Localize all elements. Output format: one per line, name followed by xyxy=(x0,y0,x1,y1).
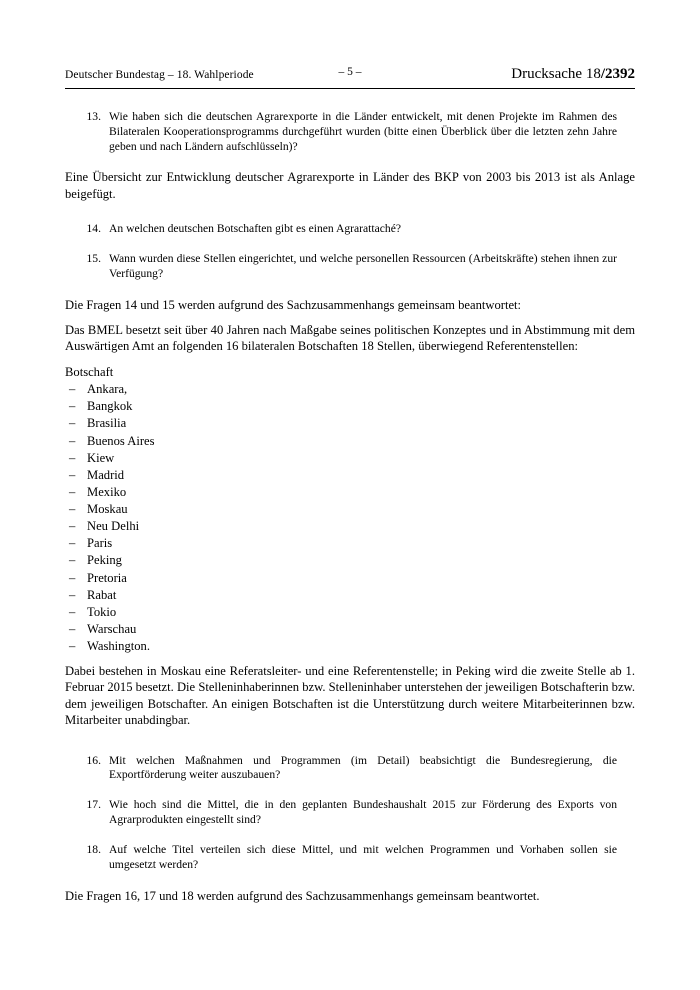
answer-16-18: Die Fragen 16, 17 und 18 werden aufgrund des Sachzusammenhangs gemeinsam beantwortet. xyxy=(65,888,540,903)
list-item-label: Buenos Aires xyxy=(87,433,155,448)
list-item-label: Peking xyxy=(87,553,122,568)
list-dash: – xyxy=(69,570,76,585)
list-item xyxy=(65,415,635,432)
header-document-number: /2392 xyxy=(600,66,635,82)
list-item-label: Rabat xyxy=(87,587,117,602)
list-item-label: Ankara, xyxy=(87,382,128,397)
spacer xyxy=(65,738,635,754)
question-number: 14. xyxy=(86,222,101,236)
list-item xyxy=(65,604,635,621)
question-number: 15. xyxy=(86,252,101,266)
list-dash: – xyxy=(69,519,76,534)
list-dash: – xyxy=(69,399,76,414)
question-item xyxy=(65,222,635,237)
question-text: Wie hoch sind die Mittel, die in den geplanten Bundeshaushalt 2015 zur Förderung des Exports von Agrarprodukten eingestellt sind? xyxy=(109,798,617,827)
list-item-label: Paris xyxy=(87,536,113,551)
list-item-label: Neu Delhi xyxy=(87,519,140,534)
list-item-label: Moskau xyxy=(87,502,128,516)
list-item xyxy=(65,587,635,604)
list-dash: – xyxy=(69,587,76,602)
list-dash: – xyxy=(69,382,76,397)
question-item xyxy=(65,110,635,154)
list-item-label: Brasilia xyxy=(87,416,127,431)
spacer xyxy=(65,211,635,222)
list-item xyxy=(65,450,635,467)
list-dash: – xyxy=(69,450,76,465)
list-item xyxy=(65,638,635,655)
embassy-list xyxy=(65,381,635,655)
list-item xyxy=(65,467,635,484)
list-dash: – xyxy=(69,536,76,551)
list-item xyxy=(65,570,635,587)
answer-13: Eine Übersicht zur Entwicklung deutscher Agrarexporte in Länder des BKP von 2003 bis 2013 ist als Anlage beigefügt. xyxy=(65,170,635,201)
header-divider xyxy=(65,88,635,89)
list-dash: – xyxy=(69,639,76,653)
list-item xyxy=(65,621,635,638)
question-item xyxy=(65,252,635,282)
list-dash: – xyxy=(69,484,76,499)
list-item xyxy=(65,381,635,398)
list-item xyxy=(65,398,635,415)
list-item-label: Pretoria xyxy=(87,570,127,585)
list-item-label: Warschau xyxy=(87,621,137,636)
list-item xyxy=(65,535,635,552)
header-document-label: Drucksache 18 xyxy=(511,66,601,82)
list-item-label: Washington. xyxy=(87,639,150,653)
list-item xyxy=(65,433,635,450)
list-item-label: Madrid xyxy=(87,467,125,482)
page-number: – 5 – xyxy=(338,66,362,78)
question-item xyxy=(65,843,635,873)
answer-14-15-body: Das BMEL besetzt seit über 40 Jahren nach Maßgabe seines politischen Konzeptes und in Abstimmung mit dem Auswärtigen Amt an folgenden 16 bilateralen Botschaften 18 Stellen, überwiegend Referentenstellen: xyxy=(65,323,635,354)
question-item xyxy=(65,754,635,784)
header-parliament-label: Deutscher Bundestag – 18. Wahlperiode xyxy=(65,69,254,81)
document-body xyxy=(65,110,635,913)
list-item xyxy=(65,484,635,501)
question-text: Wie haben sich die deutschen Agrarexporte in die Länder entwickelt, mit denen Projekte im Rahmen des Bilateralen Kooperationsprogramms durchgeführt wurden (bitte einen Überblick über die letzten zehn Jahre geben und nach Ländern aufschlüsseln)? xyxy=(109,110,617,153)
list-dash: – xyxy=(69,467,76,482)
list-dash: – xyxy=(69,416,76,431)
question-text: An welchen deutschen Botschaften gibt es einen Agrarattaché? xyxy=(109,222,401,236)
list-dash: – xyxy=(69,502,76,516)
list-dash: – xyxy=(69,604,76,619)
list-item xyxy=(65,552,635,569)
list-dash: – xyxy=(69,433,76,448)
list-item-label: Kiew xyxy=(87,450,115,465)
list-item xyxy=(65,518,635,535)
question-number: 16. xyxy=(86,753,101,767)
page-header xyxy=(65,66,635,83)
question-number: 13. xyxy=(86,110,101,123)
list-item-label: Tokio xyxy=(87,604,117,619)
list-dash: – xyxy=(69,621,76,636)
list-item-label: Bangkok xyxy=(87,399,133,414)
list-item xyxy=(65,501,635,518)
answer-14-15-intro: Die Fragen 14 und 15 werden aufgrund des Sachzusammenhangs gemeinsam beantwortet: xyxy=(65,297,522,312)
question-text: Auf welche Titel verteilen sich diese Mittel, und mit welchen Programmen und Vorhaben sollen sie umgesetzt werden? xyxy=(109,842,617,871)
embassy-list-heading: Botschaft xyxy=(65,364,114,379)
header-document-reference xyxy=(511,66,635,83)
question-item xyxy=(65,798,635,828)
list-dash: – xyxy=(69,553,76,568)
list-item-label: Mexiko xyxy=(87,484,127,499)
question-number: 17. xyxy=(86,798,101,812)
question-text: Wann wurden diese Stellen eingerichtet, und welche personellen Ressourcen (Arbeitskräfte) stehen ihnen zur Verfügung? xyxy=(109,252,617,280)
question-number: 18. xyxy=(86,842,101,856)
answer-14-15-continued: Dabei bestehen in Moskau eine Referatsleiter- und eine Referentenstelle; in Peking wird die zweite Stelle ab 1. Februar 2015 besetzt. Die Stelleninhaberinnen bzw. Stelleninhaber unterstehen der jeweiligen Botschafterin bzw. dem jeweiligen Botschafter. An einigen Botschaften ist die Unterstützung durch weitere Mitarbeiterinnen bzw. Mitarbeiter unabdingbar. xyxy=(65,664,635,728)
question-text: Mit welchen Maßnahmen und Programmen (im Detail) beabsichtigt die Bundesregierung, die Exportförderung weiter auszubauen? xyxy=(109,753,617,782)
